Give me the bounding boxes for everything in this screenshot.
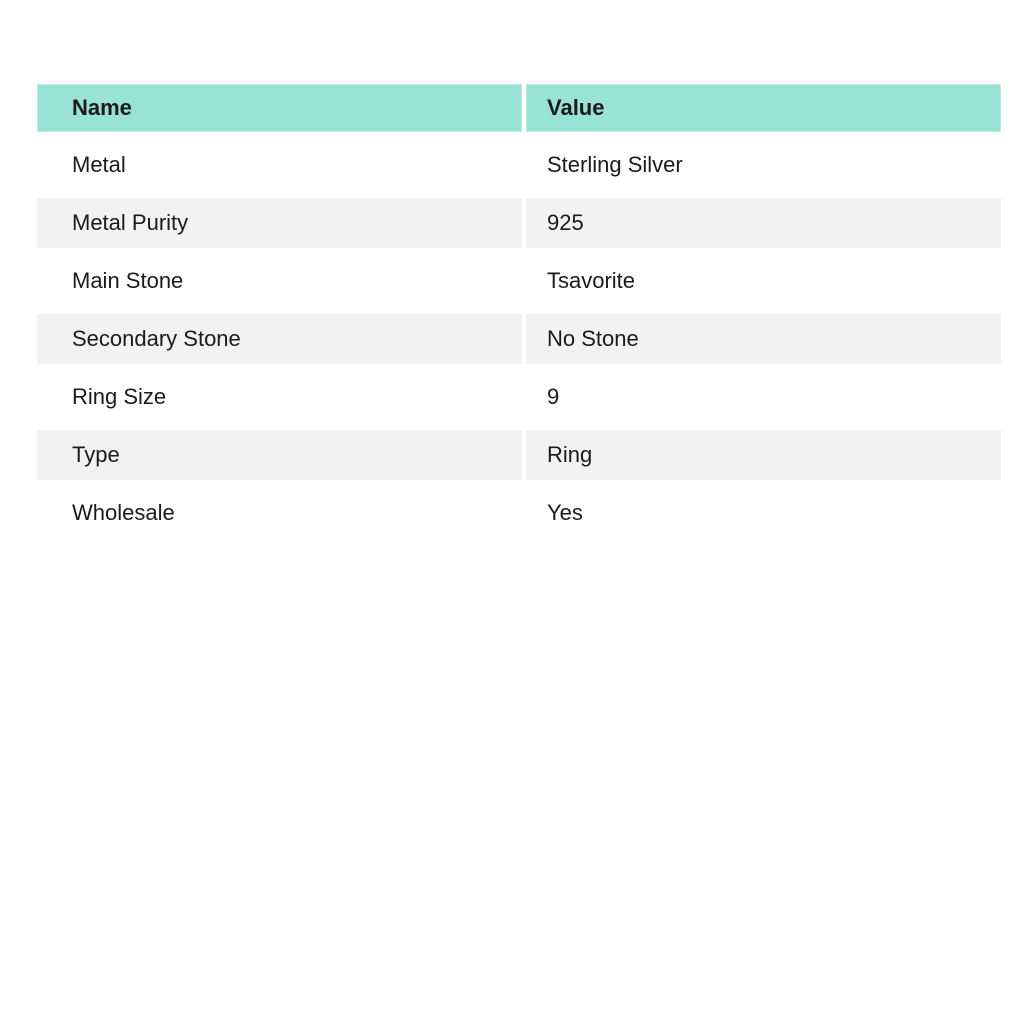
attribute-name-cell: Wholesale [37, 488, 522, 538]
table-row-ring-size [37, 372, 1001, 422]
attribute-value-cell: 9 [526, 372, 1001, 422]
attribute-value-cell: Tsavorite [526, 256, 1001, 306]
attribute-value-cell: Sterling Silver [526, 140, 1001, 190]
table-row-metal [37, 140, 1001, 190]
table-row-metal-purity [37, 198, 1001, 248]
table-row-secondary-stone [37, 314, 1001, 364]
product-attributes-table [37, 84, 1001, 546]
attribute-name-cell: Metal [37, 140, 522, 190]
table-header-row [37, 84, 1001, 132]
attribute-value-cell: Yes [526, 488, 1001, 538]
attribute-value-cell: No Stone [526, 314, 1001, 364]
attribute-name-cell: Main Stone [37, 256, 522, 306]
attribute-name-cell: Type [37, 430, 522, 480]
table-row-wholesale [37, 488, 1001, 538]
column-header-value: Value [526, 84, 1001, 132]
attribute-value-cell: Ring [526, 430, 1001, 480]
attribute-name-cell: Ring Size [37, 372, 522, 422]
attribute-value-cell: 925 [526, 198, 1001, 248]
table-row-type [37, 430, 1001, 480]
attribute-name-cell: Metal Purity [37, 198, 522, 248]
column-header-name: Name [37, 84, 522, 132]
attribute-name-cell: Secondary Stone [37, 314, 522, 364]
table-row-main-stone [37, 256, 1001, 306]
table-body [37, 140, 1001, 538]
